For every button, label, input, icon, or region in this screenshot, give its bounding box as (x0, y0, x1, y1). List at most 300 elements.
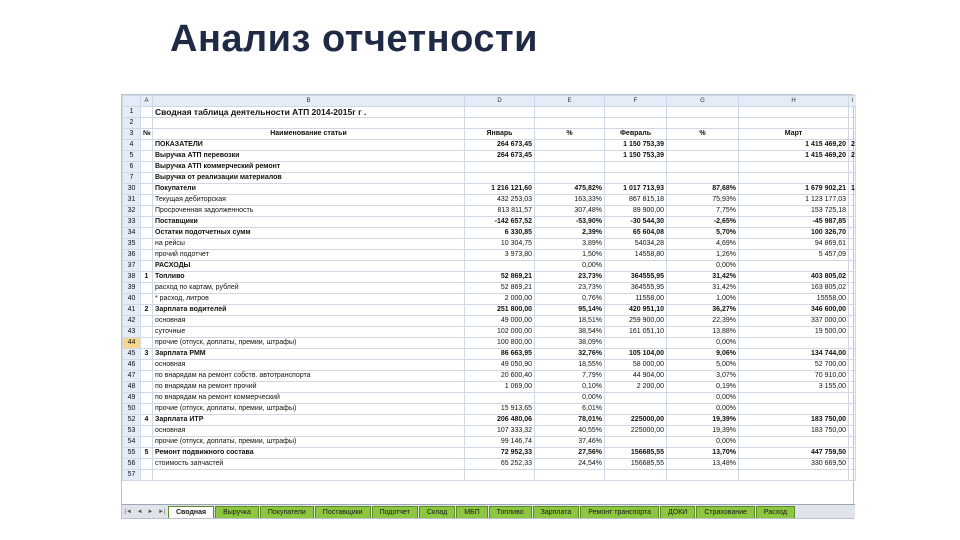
cell-i[interactable] (849, 283, 856, 294)
cell-feb[interactable]: 105 104,00 (605, 349, 667, 360)
cell-name[interactable]: Текущая дебиторская (153, 195, 465, 206)
cell-name[interactable]: основная (153, 360, 465, 371)
cell-mar[interactable] (739, 261, 849, 272)
cell-feb[interactable]: 1 150 753,39 (605, 140, 667, 151)
cell-mar[interactable]: 1 123 177,03 (739, 195, 849, 206)
cell-i[interactable] (849, 195, 856, 206)
cell-jan[interactable]: 206 480,06 (465, 415, 535, 426)
cell-mar[interactable]: 15558,00 (739, 294, 849, 305)
cell-feb[interactable]: 54034,28 (605, 239, 667, 250)
cell-mar[interactable] (739, 173, 849, 184)
cell-a[interactable] (141, 107, 153, 118)
row-header[interactable]: 2 (123, 118, 141, 129)
cell-feb[interactable]: 11558,00 (605, 294, 667, 305)
cell-i[interactable] (849, 206, 856, 217)
cell-feb[interactable]: 259 900,00 (605, 316, 667, 327)
cell-feb[interactable] (605, 393, 667, 404)
tab-scroll-button[interactable]: ◄ (136, 508, 143, 515)
cell-feb[interactable]: 14558,80 (605, 250, 667, 261)
cell-jan-pct[interactable] (535, 470, 605, 481)
cell-mar[interactable]: 19 500,00 (739, 327, 849, 338)
sheet-tab[interactable]: ДОКИ (660, 506, 695, 518)
cell-feb-pct[interactable] (667, 470, 739, 481)
cell-name[interactable] (153, 470, 465, 481)
cell-feb[interactable]: 1 150 753,39 (605, 151, 667, 162)
cell-a[interactable] (141, 173, 153, 184)
cell-jan[interactable]: 15 913,65 (465, 404, 535, 415)
cell-a[interactable] (141, 360, 153, 371)
cell-mar[interactable]: 153 725,18 (739, 206, 849, 217)
cell-mar[interactable]: 447 759,50 (739, 448, 849, 459)
cell-jan-pct[interactable] (535, 162, 605, 173)
cell-feb[interactable]: 65 604,08 (605, 228, 667, 239)
cell-mar[interactable]: 5 457,09 (739, 250, 849, 261)
sheet-tab[interactable]: Склад (419, 506, 455, 518)
cell-name[interactable]: на рейсы (153, 239, 465, 250)
cell-a[interactable] (141, 228, 153, 239)
cell-jan-pct[interactable]: 23,73% (535, 283, 605, 294)
cell-feb-pct[interactable]: 22,39% (667, 316, 739, 327)
cell-name[interactable]: основная (153, 426, 465, 437)
cell-name[interactable]: Выручка АТП перевозки (153, 151, 465, 162)
cell-jan[interactable]: 65 252,33 (465, 459, 535, 470)
sheet-tab[interactable]: Поставщики (315, 506, 371, 518)
cell-feb[interactable]: 420 951,10 (605, 305, 667, 316)
sheet-tab[interactable]: Сводная (168, 506, 214, 518)
cell-name[interactable]: основная (153, 316, 465, 327)
cell-feb[interactable]: 44 904,00 (605, 371, 667, 382)
cell-mar[interactable]: 3 155,00 (739, 382, 849, 393)
row-header[interactable]: 40 (123, 294, 141, 305)
cell-feb-pct[interactable]: 0,00% (667, 404, 739, 415)
cell-feb[interactable]: 58 000,00 (605, 360, 667, 371)
cell-feb-pct[interactable]: 5,70% (667, 228, 739, 239)
cell-a[interactable] (141, 184, 153, 195)
cell-i[interactable] (849, 360, 856, 371)
cell-a[interactable]: 1 (141, 272, 153, 283)
cell-a[interactable] (141, 283, 153, 294)
cell-a[interactable] (141, 316, 153, 327)
cell-feb-pct[interactable]: 13,70% (667, 448, 739, 459)
cell-jan-pct[interactable]: 163,33% (535, 195, 605, 206)
cell-name[interactable]: по внарядам на ремонт коммерческий (153, 393, 465, 404)
cell-name[interactable] (153, 118, 465, 129)
cell-feb-pct[interactable]: 4,69% (667, 239, 739, 250)
cell-name[interactable]: ПОКАЗАТЕЛИ (153, 140, 465, 151)
cell-name[interactable]: прочие (отпуск, доплаты, премии, штрафы) (153, 338, 465, 349)
cell-name[interactable]: Поставщики (153, 217, 465, 228)
cell-i[interactable] (849, 338, 856, 349)
cell-name[interactable]: Зарплата водителей (153, 305, 465, 316)
cell-i[interactable] (849, 239, 856, 250)
cell-i[interactable] (849, 294, 856, 305)
cell-jan[interactable]: 72 952,33 (465, 448, 535, 459)
cell-mar[interactable]: 94 869,61 (739, 239, 849, 250)
cell-a[interactable] (141, 404, 153, 415)
cell-jan-pct[interactable]: 7,79% (535, 371, 605, 382)
cell-feb-pct[interactable]: 19,39% (667, 426, 739, 437)
cell-feb-pct[interactable]: 1,00% (667, 294, 739, 305)
cell-jan-pct[interactable]: 0,76% (535, 294, 605, 305)
cell-a[interactable] (141, 239, 153, 250)
cell-jan[interactable]: 102 000,00 (465, 327, 535, 338)
cell-name[interactable]: Зарплата РММ (153, 349, 465, 360)
cell-mar[interactable]: 183 750,00 (739, 426, 849, 437)
cell-i[interactable] (849, 459, 856, 470)
cell-jan[interactable] (465, 261, 535, 272)
column-header[interactable]: I (849, 96, 856, 107)
cell-a[interactable]: 3 (141, 349, 153, 360)
row-header[interactable]: 1 (123, 107, 141, 118)
cell-jan[interactable]: 2 000,00 (465, 294, 535, 305)
cell-jan-pct[interactable]: 6,01% (535, 404, 605, 415)
row-header[interactable]: 41 (123, 305, 141, 316)
row-header[interactable]: 45 (123, 349, 141, 360)
sheet-tab[interactable]: Подотчет (372, 506, 418, 518)
cell-name[interactable]: прочие (отпуск, доплаты, премии, штрафы) (153, 404, 465, 415)
tab-scroll-button[interactable]: |◄ (124, 508, 132, 515)
row-header[interactable]: 30 (123, 184, 141, 195)
cell-mar[interactable] (739, 107, 849, 118)
cell-feb-pct[interactable]: 13,88% (667, 327, 739, 338)
row-header[interactable]: 31 (123, 195, 141, 206)
cell-jan[interactable]: 1 216 121,60 (465, 184, 535, 195)
cell-jan-pct[interactable]: 475,82% (535, 184, 605, 195)
cell-feb[interactable]: -30 544,30 (605, 217, 667, 228)
row-header[interactable]: 35 (123, 239, 141, 250)
cell-feb-pct[interactable] (667, 173, 739, 184)
cell-feb[interactable] (605, 404, 667, 415)
cell-jan[interactable]: 52 869,21 (465, 283, 535, 294)
cell-i[interactable] (849, 129, 856, 140)
cell-feb-pct[interactable]: 19,39% (667, 415, 739, 426)
cell-name[interactable]: Выручка от реализации материалов (153, 173, 465, 184)
cell-feb[interactable]: 89 900,00 (605, 206, 667, 217)
cell-i[interactable]: 1 (849, 184, 856, 195)
cell-jan[interactable]: 10 304,75 (465, 239, 535, 250)
cell-a[interactable] (141, 382, 153, 393)
cell-mar[interactable]: -45 987,85 (739, 217, 849, 228)
cell-i[interactable] (849, 250, 856, 261)
cell-jan-pct[interactable]: 1,50% (535, 250, 605, 261)
cell-feb-pct[interactable]: 0,00% (667, 261, 739, 272)
cell-feb[interactable] (605, 173, 667, 184)
cell-a[interactable] (141, 459, 153, 470)
row-header[interactable]: 43 (123, 327, 141, 338)
cell-a[interactable] (141, 140, 153, 151)
cell-feb[interactable]: 1 017 713,93 (605, 184, 667, 195)
cell-a[interactable] (141, 371, 153, 382)
cell-feb[interactable] (605, 118, 667, 129)
cell-mar[interactable]: 163 805,02 (739, 283, 849, 294)
cell-i[interactable] (849, 217, 856, 228)
cell-feb-pct[interactable] (667, 151, 739, 162)
cell-feb-pct[interactable]: 36,27% (667, 305, 739, 316)
row-header[interactable]: 57 (123, 470, 141, 481)
sheet-tab[interactable]: Зарплата (533, 506, 580, 518)
sheet-tab[interactable]: Выручка (215, 506, 259, 518)
cell-jan-pct[interactable]: 18,51% (535, 316, 605, 327)
cell-feb[interactable]: 364555,95 (605, 272, 667, 283)
row-header[interactable]: 55 (123, 448, 141, 459)
cell-mar[interactable]: 1 679 902,21 (739, 184, 849, 195)
cell-jan-pct[interactable] (535, 118, 605, 129)
cell-a[interactable] (141, 206, 153, 217)
cell-feb-pct[interactable]: 13,48% (667, 459, 739, 470)
cell-name[interactable]: по внарядам на ремонт прочий (153, 382, 465, 393)
cell-i[interactable] (849, 371, 856, 382)
cell-jan-pct[interactable]: 0,00% (535, 393, 605, 404)
cell-mar[interactable]: 1 415 469,20 (739, 151, 849, 162)
cell-jan-pct[interactable] (535, 173, 605, 184)
cell-jan-pct[interactable]: 27,56% (535, 448, 605, 459)
cell-a[interactable]: 2 (141, 305, 153, 316)
cell-a[interactable]: 4 (141, 415, 153, 426)
row-header[interactable]: 33 (123, 217, 141, 228)
cell-i[interactable] (849, 448, 856, 459)
cell-feb-pct[interactable]: 1,26% (667, 250, 739, 261)
row-header[interactable]: 4 (123, 140, 141, 151)
cell-jan[interactable]: 86 663,95 (465, 349, 535, 360)
cell-jan[interactable] (465, 107, 535, 118)
cell-mar[interactable]: 337 000,00 (739, 316, 849, 327)
cell-jan-pct[interactable]: 24,54% (535, 459, 605, 470)
cell-feb-pct[interactable]: % (667, 129, 739, 140)
cell-jan-pct[interactable]: 3,89% (535, 239, 605, 250)
cell-jan-pct[interactable]: 32,76% (535, 349, 605, 360)
cell-jan-pct[interactable]: % (535, 129, 605, 140)
cell-feb-pct[interactable]: 5,00% (667, 360, 739, 371)
sheet-tab[interactable]: Покупатели (260, 506, 314, 518)
sheet-tab[interactable]: Топливо (489, 506, 532, 518)
cell-jan-pct[interactable]: 23,73% (535, 272, 605, 283)
cell-jan[interactable]: Январь (465, 129, 535, 140)
cell-i[interactable] (849, 437, 856, 448)
cell-mar[interactable]: 403 805,02 (739, 272, 849, 283)
cell-a[interactable] (141, 294, 153, 305)
cell-i[interactable] (849, 404, 856, 415)
cell-mar[interactable] (739, 393, 849, 404)
cell-jan[interactable]: 100 800,00 (465, 338, 535, 349)
cell-name[interactable]: * расход, литров (153, 294, 465, 305)
tab-scroll-button[interactable]: ► (147, 508, 154, 515)
cell-i[interactable] (849, 349, 856, 360)
cell-mar[interactable]: 330 669,50 (739, 459, 849, 470)
cell-jan[interactable] (465, 173, 535, 184)
cell-name[interactable]: Зарплата ИТР (153, 415, 465, 426)
cell-a[interactable] (141, 393, 153, 404)
cell-jan[interactable]: -142 657,52 (465, 217, 535, 228)
cell-feb-pct[interactable]: 0,00% (667, 338, 739, 349)
cell-name[interactable]: Топливо (153, 272, 465, 283)
cell-feb-pct[interactable]: 31,42% (667, 272, 739, 283)
cell-i[interactable] (849, 470, 856, 481)
cell-jan-pct[interactable]: 38,54% (535, 327, 605, 338)
cell-feb-pct[interactable]: 3,07% (667, 371, 739, 382)
cell-name[interactable]: прочие (отпуск, доплаты, премии, штрафы) (153, 437, 465, 448)
cell-mar[interactable]: 70 910,00 (739, 371, 849, 382)
cell-mar[interactable]: 52 700,00 (739, 360, 849, 371)
row-header[interactable]: 3 (123, 129, 141, 140)
cell-feb-pct[interactable] (667, 162, 739, 173)
cell-jan[interactable]: 49 000,00 (465, 316, 535, 327)
cell-feb[interactable]: 225000,00 (605, 426, 667, 437)
cell-jan-pct[interactable]: 18,55% (535, 360, 605, 371)
cell-jan[interactable]: 251 800,00 (465, 305, 535, 316)
cell-i[interactable] (849, 107, 856, 118)
cell-i[interactable] (849, 173, 856, 184)
row-header[interactable]: 56 (123, 459, 141, 470)
cell-feb-pct[interactable]: 31,42% (667, 283, 739, 294)
cell-a[interactable] (141, 338, 153, 349)
cell-i[interactable] (849, 305, 856, 316)
cell-jan[interactable]: 1 069,00 (465, 382, 535, 393)
cell-jan-pct[interactable]: 40,55% (535, 426, 605, 437)
row-header[interactable]: 47 (123, 371, 141, 382)
cell-name[interactable]: Просроченная задолженность (153, 206, 465, 217)
cell-mar[interactable]: 1 415 469,20 (739, 140, 849, 151)
row-header[interactable]: 34 (123, 228, 141, 239)
cell-mar[interactable] (739, 162, 849, 173)
cell-jan[interactable]: 3 973,80 (465, 250, 535, 261)
cell-feb[interactable] (605, 162, 667, 173)
cell-feb[interactable] (605, 261, 667, 272)
cell-i[interactable] (849, 382, 856, 393)
cell-jan[interactable]: 264 673,45 (465, 151, 535, 162)
column-header[interactable]: F (605, 96, 667, 107)
cell-a[interactable] (141, 261, 153, 272)
cell-i[interactable] (849, 261, 856, 272)
row-header[interactable]: 6 (123, 162, 141, 173)
cell-jan-pct[interactable]: 0,10% (535, 382, 605, 393)
cell-jan[interactable]: 6 330,85 (465, 228, 535, 239)
cell-jan[interactable] (465, 118, 535, 129)
column-header[interactable]: G (667, 96, 739, 107)
tab-scroll-button[interactable]: ►| (158, 508, 166, 515)
cell-a[interactable] (141, 151, 153, 162)
cell-jan[interactable]: 52 869,21 (465, 272, 535, 283)
column-header[interactable]: E (535, 96, 605, 107)
row-header[interactable]: 54 (123, 437, 141, 448)
sheet-tab[interactable]: Ремонт транспорта (580, 506, 659, 518)
row-header[interactable]: 5 (123, 151, 141, 162)
cell-jan-pct[interactable]: 307,48% (535, 206, 605, 217)
cell-a[interactable] (141, 162, 153, 173)
cell-name[interactable]: Остатки подотчетных сумм (153, 228, 465, 239)
row-header[interactable]: 48 (123, 382, 141, 393)
cell-feb-pct[interactable] (667, 140, 739, 151)
cell-feb-pct[interactable]: -2,65% (667, 217, 739, 228)
row-header[interactable]: 53 (123, 426, 141, 437)
cell-feb[interactable]: 156685,55 (605, 448, 667, 459)
cell-mar[interactable]: 183 750,00 (739, 415, 849, 426)
cell-feb-pct[interactable]: 0,00% (667, 393, 739, 404)
cell-a[interactable] (141, 217, 153, 228)
cell-jan-pct[interactable] (535, 140, 605, 151)
row-header[interactable]: 32 (123, 206, 141, 217)
cell-jan[interactable] (465, 470, 535, 481)
cell-feb-pct[interactable]: 75,93% (667, 195, 739, 206)
cell-jan-pct[interactable]: 37,46% (535, 437, 605, 448)
cell-name[interactable]: Покупатели (153, 184, 465, 195)
row-header[interactable]: 37 (123, 261, 141, 272)
sheet-tab[interactable]: МБП (456, 506, 487, 518)
column-header[interactable]: A (141, 96, 153, 107)
column-header[interactable]: B (153, 96, 465, 107)
cell-jan[interactable] (465, 162, 535, 173)
cell-jan-pct[interactable]: -53,90% (535, 217, 605, 228)
cell-feb[interactable]: 867 815,18 (605, 195, 667, 206)
cell-a[interactable] (141, 195, 153, 206)
cell-feb[interactable]: 364555,95 (605, 283, 667, 294)
sheet-tab[interactable]: Страхование (696, 506, 755, 518)
cell-jan-pct[interactable]: 0,00% (535, 261, 605, 272)
cell-a[interactable]: 5 (141, 448, 153, 459)
cell-mar[interactable] (739, 404, 849, 415)
cell-jan[interactable]: 264 673,45 (465, 140, 535, 151)
sheet-title[interactable]: Сводная таблица деятельности АТП 2014-2015г г . (153, 107, 465, 118)
cell-a[interactable] (141, 470, 153, 481)
row-header[interactable]: 36 (123, 250, 141, 261)
row-header[interactable]: 42 (123, 316, 141, 327)
cell-name[interactable]: стоимость запчастей (153, 459, 465, 470)
cell-feb-pct[interactable]: 7,75% (667, 206, 739, 217)
cell-mar[interactable] (739, 338, 849, 349)
cell-jan-pct[interactable]: 78,01% (535, 415, 605, 426)
cell-jan[interactable]: 20 600,40 (465, 371, 535, 382)
cell-feb-pct[interactable]: 9,06% (667, 349, 739, 360)
cell-jan[interactable]: 432 253,03 (465, 195, 535, 206)
cell-feb-pct[interactable] (667, 107, 739, 118)
cell-i[interactable] (849, 415, 856, 426)
row-header[interactable]: 7 (123, 173, 141, 184)
cell-jan-pct[interactable] (535, 151, 605, 162)
cell-name[interactable]: прочий подотчет (153, 250, 465, 261)
cell-feb[interactable]: Февраль (605, 129, 667, 140)
cell-name[interactable]: Ремонт подвижного состава (153, 448, 465, 459)
cell-mar[interactable]: 100 326,70 (739, 228, 849, 239)
cell-i[interactable] (849, 327, 856, 338)
cell-i[interactable] (849, 272, 856, 283)
select-all-corner[interactable] (123, 96, 141, 107)
cell-i[interactable] (849, 393, 856, 404)
cell-jan[interactable]: 99 146,74 (465, 437, 535, 448)
cell-feb[interactable]: 161 051,10 (605, 327, 667, 338)
row-header[interactable]: 49 (123, 393, 141, 404)
cell-feb-pct[interactable] (667, 118, 739, 129)
row-header[interactable]: 52 (123, 415, 141, 426)
cell-feb[interactable]: 156685,55 (605, 459, 667, 470)
cell-name[interactable]: по внарядам на ремонт собств. автотранспорта (153, 371, 465, 382)
cell-name[interactable]: суточные (153, 327, 465, 338)
cell-jan[interactable]: 813 811,57 (465, 206, 535, 217)
cell-a[interactable] (141, 250, 153, 261)
cell-jan-pct[interactable]: 2,39% (535, 228, 605, 239)
cell-feb[interactable]: 2 200,00 (605, 382, 667, 393)
cell-feb[interactable] (605, 470, 667, 481)
cell-mar[interactable] (739, 470, 849, 481)
cell-jan[interactable]: 107 333,32 (465, 426, 535, 437)
cell-feb[interactable]: 225000,00 (605, 415, 667, 426)
cell-a[interactable] (141, 327, 153, 338)
cell-feb[interactable] (605, 107, 667, 118)
cell-i[interactable] (849, 316, 856, 327)
column-header[interactable]: D (465, 96, 535, 107)
cell-feb[interactable] (605, 338, 667, 349)
cell-name[interactable]: Наименование статьи (153, 129, 465, 140)
cell-a[interactable] (141, 118, 153, 129)
cell-feb-pct[interactable]: 0,19% (667, 382, 739, 393)
